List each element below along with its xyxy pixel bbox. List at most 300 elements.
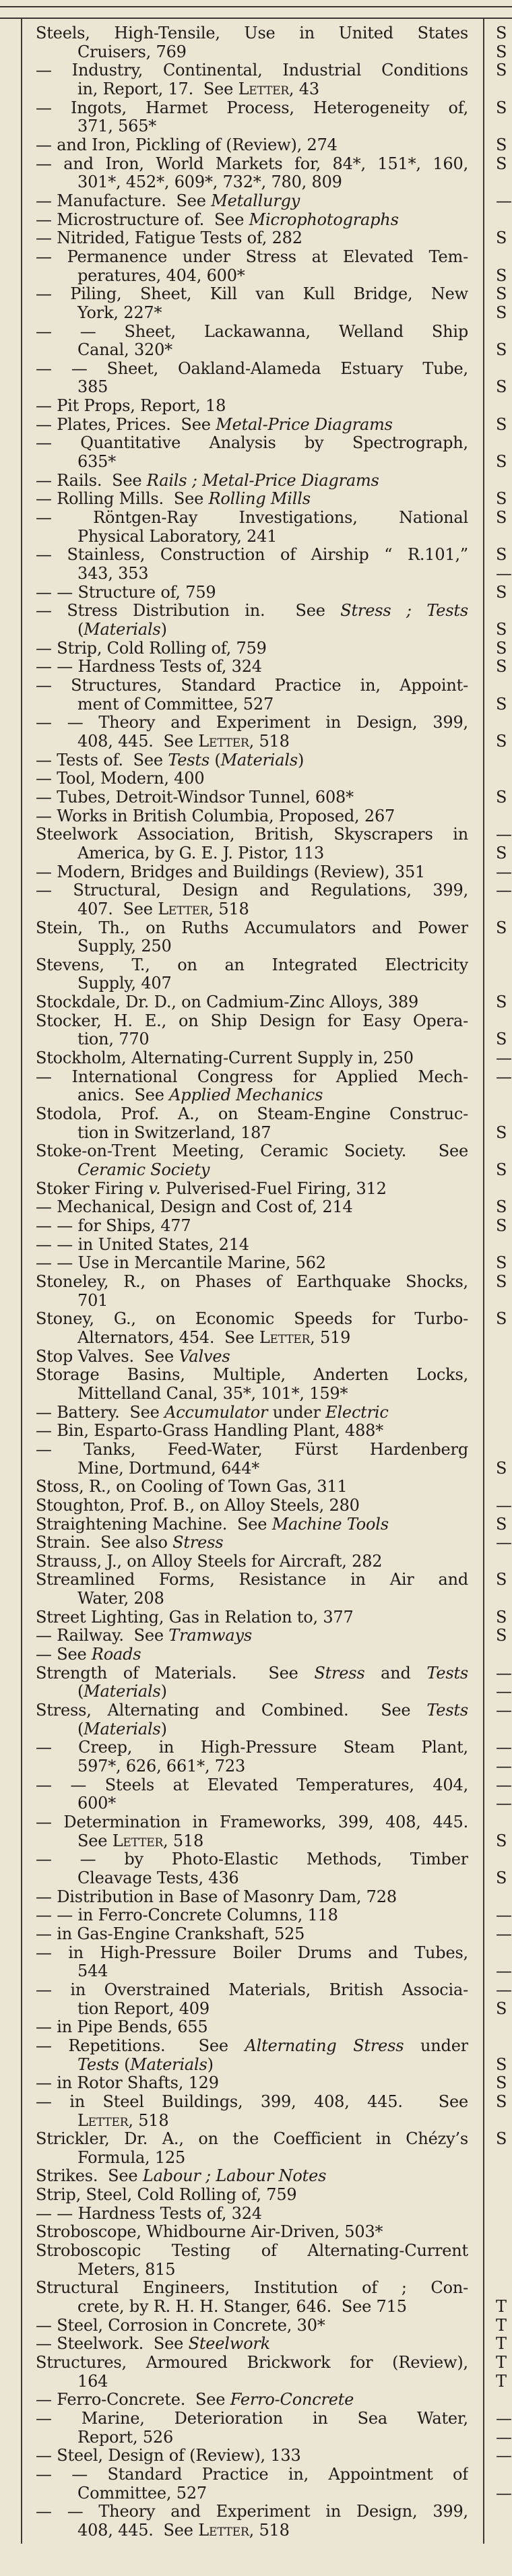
entry-heading-line	[36, 397, 468, 416]
entry-text: 343, 353	[77, 564, 149, 584]
index-entry	[36, 24, 468, 61]
entry-text: — Steel, Corrosion in Concrete, 30*	[36, 2315, 325, 2335]
column-fragment: S	[496, 1570, 507, 1590]
column-fragment: S	[496, 1607, 507, 1627]
entry-heading-line	[36, 1552, 468, 1571]
entry-text: Stoke-on-Trent Meeting, Ceramic Society. See	[36, 1142, 468, 1161]
entry-heading-line	[36, 1310, 468, 1329]
entry-text: Alternators, 454. See	[77, 1327, 259, 1347]
column-fragment: S	[496, 377, 507, 397]
entry-heading-line	[36, 211, 468, 230]
column-fragment	[496, 1478, 512, 1497]
entry-text: — Industry, Continental, Industrial Conditions	[36, 61, 468, 80]
index-entry	[36, 2093, 468, 2130]
cross-reference: Accumulator	[164, 1402, 268, 1422]
entry-heading-line	[36, 1981, 468, 2000]
entry-text: — Structural, Design and Regulations, 399,	[36, 881, 468, 900]
column-fragment	[496, 2521, 512, 2540]
column-fragment: —	[496, 1533, 512, 1552]
column-fragment: T	[496, 2353, 507, 2373]
entry-heading-line	[36, 61, 468, 80]
entry-text: Strauss, J., on Alloy Steels for Aircraft, 282	[36, 1551, 383, 1571]
entry-text: Streamlined Forms, Resistance in Air and	[36, 1571, 468, 1590]
column-fragment	[496, 323, 512, 342]
cross-reference: Materials	[130, 2054, 207, 2074]
cross-reference: Machine Tools	[271, 1514, 389, 1534]
entry-text: , 518	[208, 899, 249, 918]
entry-continuation-line	[36, 1086, 468, 1105]
entry-text: Stockholm, Alternating-Current Supply in, 250	[36, 1048, 414, 1068]
column-fragment	[496, 2279, 512, 2298]
column-fragment	[496, 2242, 512, 2261]
column-fragment	[496, 1236, 512, 1255]
column-fragment	[496, 472, 512, 491]
entry-text: Steelwork Association, British, Skyscrapers in	[36, 825, 468, 844]
index-entry	[36, 1906, 468, 1925]
entry-text: 371, 565*	[77, 117, 157, 136]
entry-text: and	[364, 1664, 427, 1683]
entry-text: — in High-Pressure Boiler Drums and Tubes,	[36, 1943, 468, 1962]
column-fragment	[496, 1385, 512, 1404]
entry-heading-line	[36, 956, 468, 975]
entry-text: — and Iron, Pickling of (Review), 274	[36, 135, 338, 154]
entry-heading-line	[36, 2465, 468, 2484]
entry-text: — — Steels at Elevated Temperatures, 404,	[36, 1776, 468, 1794]
cross-reference: Materials	[220, 750, 298, 769]
index-entry	[36, 1944, 468, 1981]
entry-text: — Repetitions. See	[36, 2036, 245, 2055]
cross-reference: Stress	[314, 1664, 365, 1683]
entry-heading-line	[36, 1068, 468, 1087]
column-fragment: —	[496, 1775, 512, 1794]
column-fragment: S	[496, 98, 507, 117]
entry-text: Strain. See also	[36, 1533, 173, 1552]
index-entry	[36, 2447, 468, 2465]
entry-text: — Structures, Standard Practice in, Appoint-	[36, 676, 468, 695]
index-entry	[36, 1664, 468, 1701]
column-fragment: —	[496, 862, 512, 881]
entry-text: Strip, Steel, Cold Rolling of, 759	[36, 2185, 297, 2205]
entry-heading-line	[36, 1366, 468, 1385]
entry-heading-line	[36, 509, 468, 528]
entry-text: Cruisers, 769	[77, 42, 187, 61]
index-entry	[36, 2410, 468, 2447]
entry-continuation-line	[36, 900, 468, 919]
entry-continuation-line	[36, 378, 468, 397]
entry-text: — Ferro-Concrete. See	[36, 2390, 230, 2410]
entry-heading-line	[36, 2391, 468, 2410]
entry-text: — — Hardness Tests of, 324	[36, 2203, 262, 2223]
column-fragment: S	[496, 1030, 507, 1049]
entry-text: — Quantitative Analysis by Spectrograph,	[36, 434, 468, 453]
index-entry	[36, 1180, 468, 1199]
index-entry	[36, 1422, 468, 1441]
index-entry	[36, 1441, 468, 1478]
entry-text: — Bin, Esparto-Grass Handling Plant, 488*	[36, 1421, 384, 1441]
column-fragment: —	[496, 1048, 512, 1068]
column-fragment	[496, 528, 512, 546]
index-entry	[36, 1515, 468, 1534]
column-fragment: T	[496, 2297, 507, 2317]
entry-text: — Tubes, Detroit-Windsor Tunnel, 608*	[36, 787, 354, 807]
cross-reference: Valves	[179, 1346, 230, 1366]
entry-text: Stop Valves. See	[36, 1346, 179, 1366]
entry-continuation-line	[36, 732, 468, 751]
entry-text: (	[77, 1682, 84, 1701]
column-fragment	[496, 1105, 512, 1124]
index-entry	[36, 1348, 468, 1366]
column-fragment: S	[496, 545, 507, 565]
entry-continuation-line	[36, 1292, 468, 1311]
column-fragment: T	[496, 2315, 507, 2335]
cross-reference: Electric	[325, 1402, 389, 1422]
column-fragment	[496, 1813, 512, 1832]
column-fragment: S	[496, 452, 507, 472]
entry-text: — — in United States, 214	[36, 1234, 249, 1254]
column-fragment: S	[496, 638, 507, 658]
entry-heading-line	[36, 714, 468, 732]
index-entry	[36, 2279, 468, 2316]
column-fragment: S	[496, 1216, 507, 1235]
entry-text: 597*, 626, 661*, 723	[77, 1757, 246, 1776]
entry-heading-line	[36, 24, 468, 43]
index-entry	[36, 751, 468, 770]
index-entry	[36, 1404, 468, 1422]
entry-text: — Creep, in High-Pressure Steam Plant,	[36, 1738, 468, 1757]
entry-continuation-line	[36, 1832, 468, 1851]
index-entry	[36, 472, 468, 491]
entry-heading-line	[36, 2186, 468, 2205]
entry-text: — in Rotor Shafts, 129	[36, 2073, 219, 2093]
column-fragment	[496, 1404, 512, 1422]
index-entry	[36, 490, 468, 509]
column-fragment	[496, 769, 512, 788]
column-fragment	[496, 117, 512, 136]
entry-heading-line	[36, 1012, 468, 1031]
entry-heading-line	[36, 155, 468, 174]
entry-heading-line	[36, 807, 468, 826]
column-fragment: —	[496, 2427, 512, 2447]
entry-text: — — for Ships, 477	[36, 1216, 191, 1235]
column-fragment: S	[496, 2129, 507, 2149]
entry-heading-line	[36, 1180, 468, 1199]
entry-text: Stoker Firing	[36, 1179, 149, 1198]
entry-text: (	[77, 620, 84, 639]
cross-reference: Rails ; Metal-Price Diagrams	[146, 470, 379, 490]
column-fragment	[496, 2037, 512, 2056]
entry-text: — in Steel Buildings, 399, 408, 445. See	[36, 2092, 468, 2111]
index-entry	[36, 2074, 468, 2093]
column-fragment	[496, 2112, 512, 2131]
entry-continuation-line	[36, 1459, 468, 1478]
index-entry	[36, 2167, 468, 2186]
entry-text: — Distribution in Base of Masonry Dam, 728	[36, 1887, 397, 1906]
cross-reference: Metallurgy	[211, 191, 300, 210]
column-fragment	[496, 2391, 512, 2410]
index-entry	[36, 1738, 468, 1776]
entry-continuation-line	[36, 2000, 468, 2019]
index-entry	[36, 2130, 468, 2167]
index-entry	[36, 1571, 468, 1608]
entry-text: — Tanks, Feed-Water, Fürst Hardenberg	[36, 1440, 468, 1459]
entry-text: — Piling, Sheet, Kill van Kull Bridge, New	[36, 285, 468, 304]
index-entry	[36, 1310, 468, 1347]
entry-heading-line	[36, 919, 468, 938]
index-entry	[36, 2205, 468, 2224]
column-fragment: —	[496, 1961, 512, 1981]
index-entry	[36, 714, 468, 751]
entry-text: 701	[77, 1290, 108, 1310]
column-fragment: —	[496, 1682, 512, 1701]
column-fragment	[496, 2205, 512, 2224]
entry-text: , 518	[128, 2110, 169, 2130]
entry-text: 408, 445. See	[77, 2520, 199, 2540]
entry-text: — Permanence under Stress at Elevated Tem-	[36, 247, 468, 266]
index-entry	[36, 61, 468, 98]
index-entry	[36, 416, 468, 435]
column-fragment	[496, 173, 512, 192]
entry-text: — Plates, Prices. See	[36, 414, 216, 434]
entry-heading-line	[36, 1422, 468, 1441]
entry-heading-line	[36, 1254, 468, 1273]
entry-text: Stocker, H. E., on Ship Design for Easy Opera-	[36, 1011, 468, 1030]
column-fragment	[496, 1086, 512, 1105]
index-entry	[36, 1776, 468, 1813]
entry-heading-line	[36, 229, 468, 248]
index-entry	[36, 1552, 468, 1571]
entry-text: Structures, Armoured Brickwork for (Review),	[36, 2354, 468, 2373]
entry-text: — International Congress for Applied Mech-	[36, 1067, 468, 1086]
entry-continuation-line	[36, 1720, 468, 1739]
index-entry	[36, 1534, 468, 1552]
index-entry	[36, 136, 468, 155]
column-fragment: T	[496, 2334, 507, 2354]
index-entry	[36, 1142, 468, 1179]
column-fragment	[496, 434, 512, 453]
entry-continuation-line	[36, 2112, 468, 2131]
entry-text: )	[160, 620, 167, 639]
letter-reference: Letter	[238, 79, 289, 98]
entry-continuation-line	[36, 1385, 468, 1404]
column-fragment: S	[496, 303, 507, 322]
column-fragment	[496, 2223, 512, 2242]
entry-continuation-line	[36, 528, 468, 546]
column-fragment	[496, 2018, 512, 2037]
entry-continuation-line	[36, 2261, 468, 2280]
entry-heading-line	[36, 1645, 468, 1664]
entry-continuation-line	[36, 80, 468, 99]
entry-text: America, by G. E. J. Pistor, 113	[77, 843, 325, 862]
index-entry	[36, 509, 468, 546]
entry-text: (	[209, 750, 221, 769]
entry-heading-line	[36, 2223, 468, 2242]
entry-text: 407. See	[77, 899, 158, 918]
index-entry	[36, 1068, 468, 1105]
entry-text: — Pit Props, Report, 18	[36, 396, 226, 416]
entry-heading-line	[36, 2093, 468, 2112]
index-entry	[36, 1813, 468, 1850]
column-fragment	[496, 677, 512, 695]
entry-heading-line	[36, 434, 468, 453]
entry-continuation-line	[36, 1161, 468, 1180]
entry-text: 544	[77, 1961, 108, 1981]
entry-text: 635*	[77, 452, 117, 472]
column-fragment	[496, 1552, 512, 1571]
index-entry	[36, 229, 468, 248]
entry-heading-line	[36, 1348, 468, 1366]
entry-heading-line	[36, 1627, 468, 1645]
column-fragment	[496, 1944, 512, 1963]
entry-heading-line	[36, 1813, 468, 1832]
index-entry	[36, 1925, 468, 1944]
index-entry	[36, 993, 468, 1012]
column-fragment: —	[496, 1757, 512, 1776]
entry-text: — Marine, Deterioration in Sea Water,	[36, 2410, 468, 2428]
index-entry	[36, 1273, 468, 1310]
index-entry	[36, 2391, 468, 2410]
entry-heading-line	[36, 1441, 468, 1459]
entry-continuation-line	[36, 453, 468, 472]
entry-text: Canal, 320*	[77, 340, 172, 360]
index-entry	[36, 1254, 468, 1273]
column-fragment	[496, 1645, 512, 1664]
entry-heading-line	[36, 2410, 468, 2428]
column-fragment: S	[496, 265, 507, 285]
column-fragment	[496, 2261, 512, 2280]
entry-continuation-line	[36, 1683, 468, 1701]
column-fragment	[496, 1292, 512, 1311]
entry-continuation-line	[36, 2484, 468, 2503]
entry-heading-line	[36, 1906, 468, 1925]
index-entry	[36, 2223, 468, 2242]
column-fragment: S	[496, 340, 507, 360]
entry-text: Storage Basins, Multiple, Anderten Locks,	[36, 1366, 468, 1385]
entry-continuation-line	[36, 1124, 468, 1143]
entry-heading-line	[36, 993, 468, 1012]
entry-heading-line	[36, 2037, 468, 2056]
column-fragment	[496, 1012, 512, 1031]
column-fragment: —	[496, 1924, 512, 1943]
entry-text: — Determination in Frameworks, 399, 408, 445.	[36, 1813, 468, 1831]
entry-text: Water, 208	[77, 1589, 164, 1608]
column-fragment	[496, 1348, 512, 1366]
column-fragment: S	[496, 620, 507, 639]
entry-heading-line	[36, 1273, 468, 1292]
column-fragment: —	[496, 1794, 512, 1813]
column-fragment: —	[496, 881, 512, 900]
entry-text: Supply, 250	[77, 937, 172, 956]
entry-heading-line	[36, 136, 468, 155]
entry-heading-line	[36, 2205, 468, 2224]
entry-text: — Manufacture. See	[36, 191, 212, 210]
entry-continuation-line	[36, 844, 468, 863]
cross-reference: Materials	[84, 1719, 161, 1738]
entry-heading-line	[36, 1888, 468, 1907]
entry-text: — — Standard Practice in, Appointment of	[36, 2465, 468, 2484]
entry-heading-line	[36, 2242, 468, 2261]
index-entry	[36, 397, 468, 416]
column-fragment	[496, 602, 512, 621]
entry-text: — and Iron, World Markets for, 84*, 151*, 160,	[36, 154, 468, 173]
cross-reference: Tests	[426, 1701, 468, 1720]
entry-continuation-line	[36, 304, 468, 323]
index-entry	[36, 2242, 468, 2279]
column-fragment: S	[496, 1831, 507, 1850]
entry-text: — — Theory and Experiment in Design, 399,	[36, 2503, 468, 2521]
column-fragment: S	[496, 42, 507, 61]
entry-heading-line	[36, 788, 468, 807]
entry-heading-line	[36, 863, 468, 882]
entry-text: Pulverised-Fuel Firing, 312	[160, 1179, 387, 1198]
entry-continuation-line	[36, 1794, 468, 1813]
index-entry	[36, 1608, 468, 1627]
entry-text: under	[267, 1402, 326, 1422]
entry-text: — — Sheet, Oakland-Alameda Estuary Tube,	[36, 359, 468, 378]
entry-heading-line	[36, 2279, 468, 2298]
entry-text: Stroboscopic Testing of Alternating-Current	[36, 2242, 468, 2261]
column-fragment	[496, 1329, 512, 1348]
entry-text: — in Overstrained Materials, British Associa-	[36, 1980, 468, 1999]
entry-heading-line	[36, 1497, 468, 1515]
entry-text: — Tests of. See	[36, 750, 168, 769]
index-entry	[36, 285, 468, 322]
column-fragment: S	[496, 993, 507, 1012]
entry-heading-line	[36, 2074, 468, 2093]
entry-continuation-line	[36, 565, 468, 584]
entry-text: 408, 445. See	[77, 731, 199, 751]
column-fragment: T	[496, 2371, 507, 2391]
column-fragment: S	[496, 414, 507, 434]
column-fragment: S	[496, 657, 507, 677]
entry-heading-line	[36, 584, 468, 602]
entry-heading-line	[36, 1738, 468, 1757]
entry-text: Stoney, G., on Economic Speeds for Turbo-	[36, 1310, 468, 1329]
index-entry	[36, 584, 468, 602]
index-entry	[36, 658, 468, 677]
entry-text: York, 227*	[77, 303, 162, 322]
entry-text: 301*, 452*, 609*, 732*, 780, 809	[77, 172, 342, 192]
entry-continuation-line	[36, 937, 468, 956]
entry-text: Mittelland Canal, 35*, 101*, 159*	[77, 1383, 348, 1403]
column-fragment: —	[496, 1067, 512, 1086]
entry-continuation-line	[36, 1030, 468, 1049]
entry-text: Physical Laboratory, 241	[77, 526, 278, 546]
entry-heading-line	[36, 1049, 468, 1068]
entry-text: Meters, 815	[77, 2259, 176, 2279]
entry-text: anics. See	[77, 1086, 170, 1105]
entry-heading-line	[36, 2354, 468, 2373]
column-fragment	[496, 2503, 512, 2521]
entry-text: — Works in British Columbia, Proposed, 267	[36, 806, 395, 825]
cross-reference: Tramways	[168, 1626, 252, 1645]
cross-reference: Stress	[172, 1533, 224, 1552]
column-fragment: S	[496, 1309, 507, 1329]
entry-text: )	[207, 2054, 214, 2074]
entry-continuation-line	[36, 1329, 468, 1348]
column-fragment: —	[496, 2483, 512, 2503]
entry-heading-line	[36, 1850, 468, 1869]
top-rule-upper	[0, 6, 512, 7]
index-entry	[36, 863, 468, 882]
cross-reference: Roads	[91, 1645, 141, 1664]
entry-continuation-line	[36, 1869, 468, 1888]
column-fragment: —	[496, 191, 512, 210]
entry-text: Report, 526	[77, 2427, 174, 2447]
entry-text: tion in Switzerland, 187	[77, 1123, 271, 1142]
column-fragment: S	[496, 1123, 507, 1142]
index-entry	[36, 99, 468, 136]
entry-text: — See	[36, 1645, 92, 1664]
